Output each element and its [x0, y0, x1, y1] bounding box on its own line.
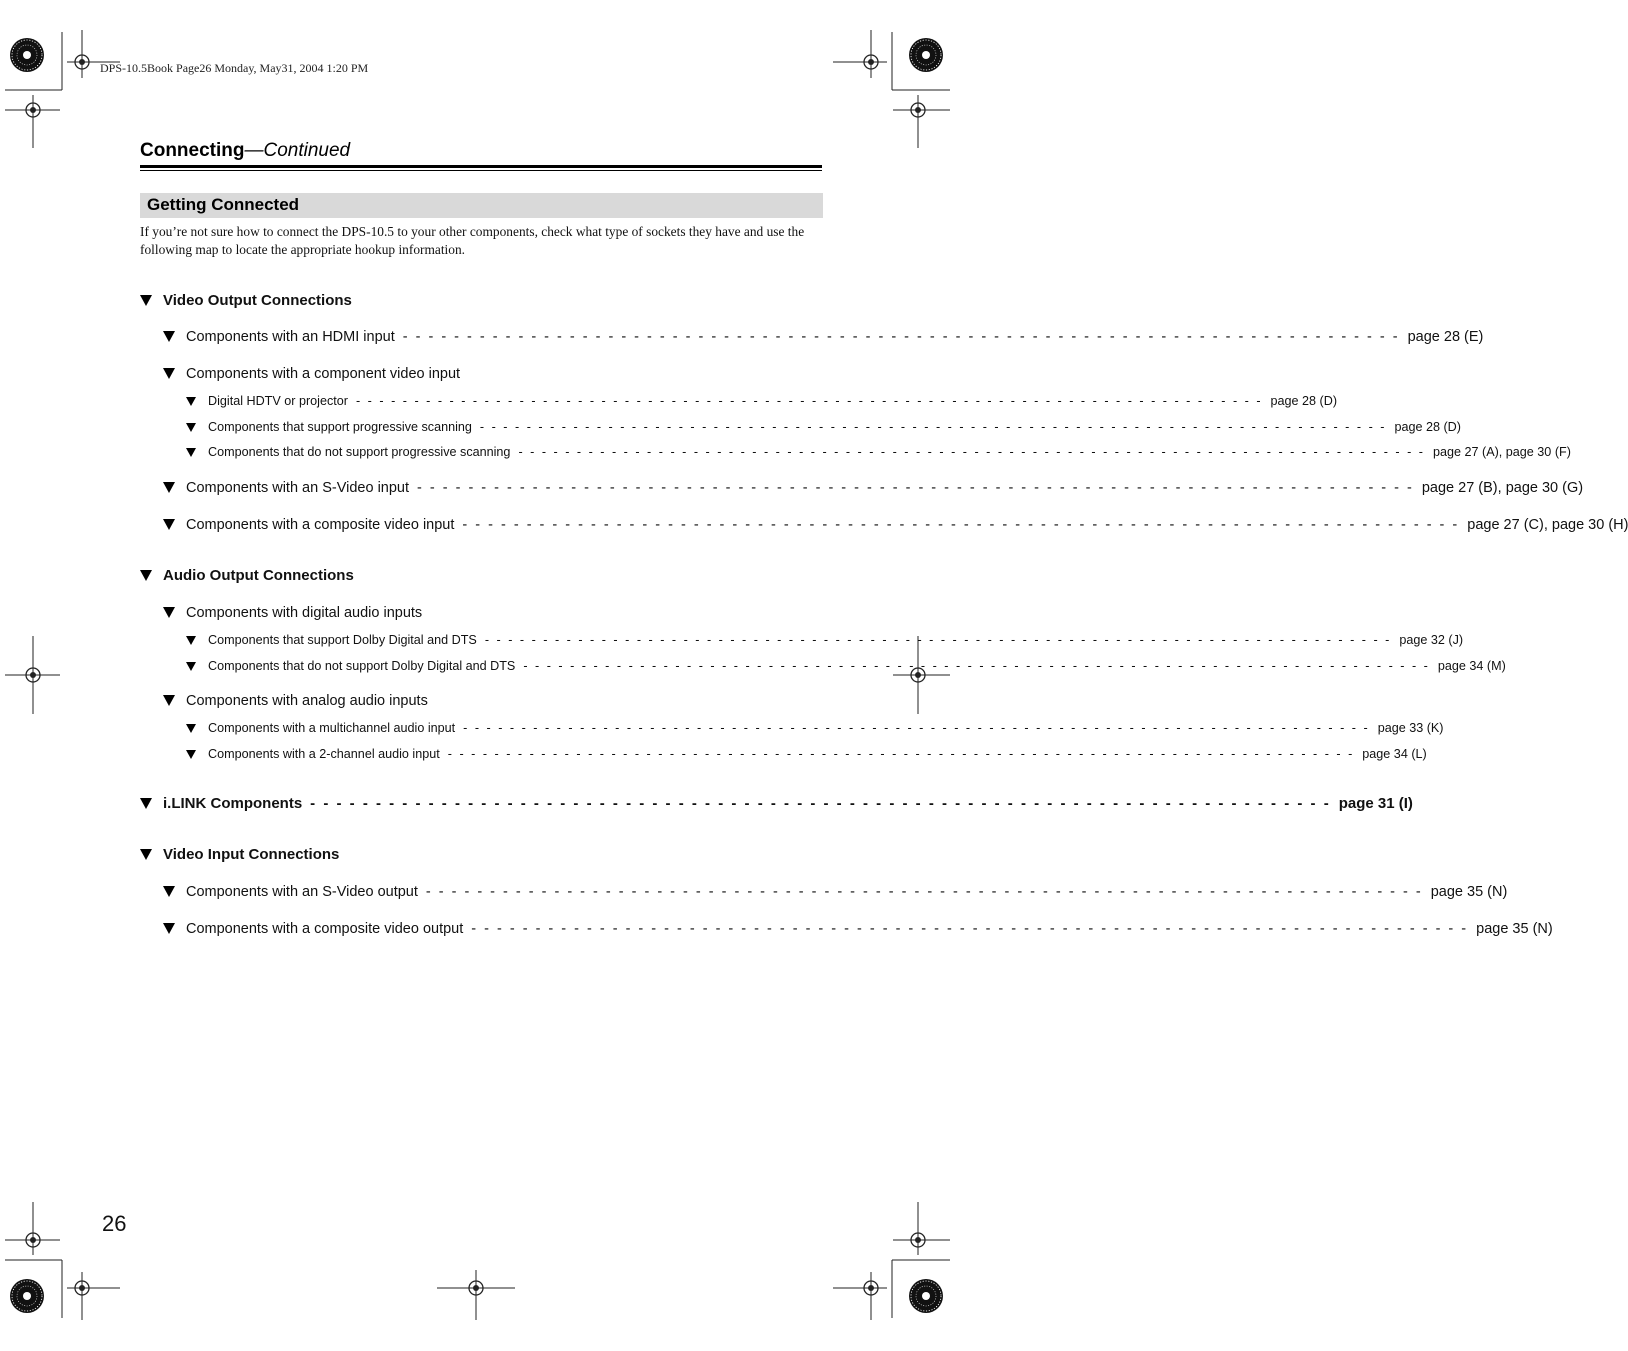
entry-dolby: Components that support Dolby Digital and DTS - - - - - - - - - - - - - - - - - - - - - - - - - - - - - - - - - - - - - - - - - - - - - - - - - - - - - - - - - - - - - - - - - - - - - - - - - - - - - - page 32 (J) [186, 633, 776, 647]
entry-component-video: Components with a component video input [163, 366, 460, 382]
dot-leader: - - - - - - - - - - - - - - - - - - - - - - - - - - - - - - - - - - - - - - - - - - - - - - - - - - - - - - - - - - - - - - - - - - - - - - - - - - - - - - [310, 795, 1331, 812]
entry-digital-audio: Components with digital audio inputs [163, 605, 422, 621]
dot-leader: - - - - - - - - - - - - - - - - - - - - - - - - - - - - - - - - - - - - - - - - - - - - - - - - - - - - - - - - - - - - - - - - - - - - - - - - - - - - - - [462, 517, 1460, 533]
section-title: Getting Connected [147, 195, 300, 214]
entry-hdtv: Digital HDTV or projector - - - - - - - - - - - - - - - - - - - - - - - - - - - - - - - - - - - - - - - - - - - - - - - - - - - - - - - - - - - - - - - - - - - - - - - - - - - - - - page 28 (D) [186, 394, 776, 408]
page-ref: page 28 (E) [1407, 329, 1484, 345]
dot-leader: - - - - - - - - - - - - - - - - - - - - - - - - - - - - - - - - - - - - - - - - - - - - - - - - - - - - - - - - - - - - - - - - - - - - - - - - - - - - - - [479, 420, 1387, 434]
entry-analog-audio: Components with analog audio inputs [163, 693, 428, 709]
entry-multichannel: Components with a multichannel audio input - - - - - - - - - - - - - - - - - - - - - - - - - - - - - - - - - - - - - - - - - - - - - - - - - - - - - - - - - - - - - - - - - - - - - - - - - - - - - - page 33 (K) [186, 721, 776, 735]
page-ref: page 27 (B), page 30 (G) [1421, 480, 1584, 496]
page-ref: page 34 (L) [1362, 747, 1427, 761]
entry-svideo-input: Components with an S-Video input - - - - - - - - - - - - - - - - - - - - - - - - - - - - - - - - - - - - - - - - - - - - - - - - - - - - - - - - - - - - - - - - - - - - - - - - - - - - - - page 27 (B), page 30 (G) [163, 480, 777, 496]
intro-paragraph: If you’re not sure how to connect the DPS-10.5 to your other components, check what type of sockets they have and use the following map to locate the appropriate hookup information. [140, 224, 805, 257]
heading-video-input: Video Input Connections [140, 846, 339, 863]
page-ref: page 27 (C), page 30 (H) [1467, 517, 1628, 533]
print-slug: DPS-10.5Book Page26 Monday, May31, 2004 1:20 PM [100, 61, 369, 75]
dot-leader: - - - - - - - - - - - - - - - - - - - - - - - - - - - - - - - - - - - - - - - - - - - - - - - - - - - - - - - - - - - - - - - - - - - - - - - - - - - - - - [484, 633, 1392, 647]
page-ref: page 35 (N) [1430, 884, 1508, 900]
dot-leader: - - - - - - - - - - - - - - - - - - - - - - - - - - - - - - - - - - - - - - - - - - - - - - - - - - - - - - - - - - - - - - - - - - - - - - - - - - - - - - [355, 394, 1263, 408]
page-ref: page 28 (D) [1270, 394, 1338, 408]
entry-composite-output: Components with a composite video output - - - - - - - - - - - - - - - - - - - - - - - - - - - - - - - - - - - - - - - - - - - - - - - - - - - - - - - - - - - - - - - - - - - - - - - - - - - - - - page 35 (N) [163, 921, 777, 937]
page-ref: page 35 (N) [1476, 921, 1553, 937]
triangle-bullet-icon [186, 397, 196, 406]
entry-non-progressive: Components that do not support progressive scanning - - - - - - - - - - - - - - - - - - - - - - - - - - - - - - - - - - - - - - - - - - - - - - - - - - - - - - - - - - - - - - - - - - - - - - - - - - - - - - page 27 (A), page 30 (F) [186, 445, 776, 459]
dot-leader: - - - - - - - - - - - - - - - - - - - - - - - - - - - - - - - - - - - - - - - - - - - - - - - - - - - - - - - - - - - - - - - - - - - - - - - - - - - - - - [463, 721, 1370, 735]
dot-leader: - - - - - - - - - - - - - - - - - - - - - - - - - - - - - - - - - - - - - - - - - - - - - - - - - - - - - - - - - - - - - - - - - - - - - - - - - - - - - - [447, 747, 1355, 761]
page-ref: page 27 (A), page 30 (F) [1432, 445, 1571, 459]
page-header [140, 140, 350, 162]
entry-no-dolby: Components that do not support Dolby Digital and DTS - - - - - - - - - - - - - - - - - - - - - - - - - - - - - - - - - - - - - - - - - - - - - - - - - - - - - - - - - - - - - - - - - - - - - - - - - - - - - - page 34 (M) [186, 659, 776, 673]
entry-ilink: i.LINK Components - - - - - - - - - - - - - - - - - - - - - - - - - - - - - - - - - - - - - - - - - - - - - - - - - - - - - - - - - - - - - - - - - - - - - - - - - - - - - - page 31 (I) [140, 795, 777, 812]
triangle-bullet-icon [163, 923, 175, 934]
dot-leader: - - - - - - - - - - - - - - - - - - - - - - - - - - - - - - - - - - - - - - - - - - - - - - - - - - - - - - - - - - - - - - - - - - - - - - - - - - - - - - [417, 480, 1414, 496]
registration-star-icon [10, 1279, 44, 1313]
entry-progressive: Components that support progressive scanning - - - - - - - - - - - - - - - - - - - - - - - - - - - - - - - - - - - - - - - - - - - - - - - - - - - - - - - - - - - - - - - - - - - - - - - - - - - - - - page 28 (D) [186, 420, 776, 434]
dot-leader: - - - - - - - - - - - - - - - - - - - - - - - - - - - - - - - - - - - - - - - - - - - - - - - - - - - - - - - - - - - - - - - - - - - - - - - - - - - - - - [518, 445, 1425, 459]
triangle-bullet-icon [163, 607, 175, 618]
page-ref: page 33 (K) [1377, 721, 1444, 735]
header-rule [140, 165, 822, 168]
triangle-bullet-icon [140, 295, 152, 306]
dot-leader: - - - - - - - - - - - - - - - - - - - - - - - - - - - - - - - - - - - - - - - - - - - - - - - - - - - - - - - - - - - - - - - - - - - - - - - - - - - - - - [402, 329, 1400, 345]
registration-star-icon [909, 38, 943, 72]
dot-leader: - - - - - - - - - - - - - - - - - - - - - - - - - - - - - - - - - - - - - - - - - - - - - - - - - - - - - - - - - - - - - - - - - - - - - - - - - - - - - - [425, 884, 1423, 900]
header-rule-thin [140, 170, 822, 171]
triangle-bullet-icon [140, 798, 152, 809]
triangle-bullet-icon [163, 331, 175, 342]
heading-audio-output: Audio Output Connections [140, 567, 354, 584]
triangle-bullet-icon [163, 482, 175, 493]
heading-video-output: Video Output Connections [140, 292, 352, 309]
header-continued: —Continued [244, 140, 351, 161]
triangle-bullet-icon [163, 519, 175, 530]
entry-svideo-output: Components with an S-Video output - - - - - - - - - - - - - - - - - - - - - - - - - - - - - - - - - - - - - - - - - - - - - - - - - - - - - - - - - - - - - - - - - - - - - - - - - - - - - - page 35 (N) [163, 884, 777, 900]
page-ref: page 34 (M) [1437, 659, 1506, 673]
dot-leader: - - - - - - - - - - - - - - - - - - - - - - - - - - - - - - - - - - - - - - - - - - - - - - - - - - - - - - - - - - - - - - - - - - - - - - - - - - - - - - [471, 921, 1469, 937]
triangle-bullet-icon [163, 695, 175, 706]
triangle-bullet-icon [163, 886, 175, 897]
page-ref: page 28 (D) [1394, 420, 1461, 434]
triangle-bullet-icon [140, 570, 152, 581]
triangle-bullet-icon [186, 423, 196, 432]
triangle-bullet-icon [186, 750, 196, 759]
triangle-bullet-icon [186, 724, 196, 733]
header-title: Connecting [140, 140, 245, 161]
page-number: 26 [102, 1211, 127, 1236]
page-ref: page 32 (J) [1399, 633, 1464, 647]
dot-leader: - - - - - - - - - - - - - - - - - - - - - - - - - - - - - - - - - - - - - - - - - - - - - - - - - - - - - - - - - - - - - - - - - - - - - - - - - - - - - - [523, 659, 1430, 673]
triangle-bullet-icon [186, 448, 196, 457]
triangle-bullet-icon [163, 368, 175, 379]
registration-star-icon [909, 1279, 943, 1313]
triangle-bullet-icon [186, 662, 196, 671]
entry-composite-input: Components with a composite video input - - - - - - - - - - - - - - - - - - - - - - - - - - - - - - - - - - - - - - - - - - - - - - - - - - - - - - - - - - - - - - - - - - - - - - - - - - - - - - page 27 (C), page 30 (H) [163, 517, 777, 533]
triangle-bullet-icon [186, 636, 196, 645]
entry-two-channel: Components with a 2-channel audio input - - - - - - - - - - - - - - - - - - - - - - - - - - - - - - - - - - - - - - - - - - - - - - - - - - - - - - - - - - - - - - - - - - - - - - - - - - - - - - page 34 (L) [186, 747, 776, 761]
entry-hdmi: Components with an HDMI input - - - - - - - - - - - - - - - - - - - - - - - - - - - - - - - - - - - - - - - - - - - - - - - - - - - - - - - - - - - - - - - - - - - - - - - - - - - - - - page 28 (E) [163, 329, 777, 345]
registration-star-icon [10, 38, 44, 72]
section-bar [140, 193, 823, 218]
page-ref: page 31 (I) [1338, 795, 1413, 812]
triangle-bullet-icon [140, 849, 152, 860]
